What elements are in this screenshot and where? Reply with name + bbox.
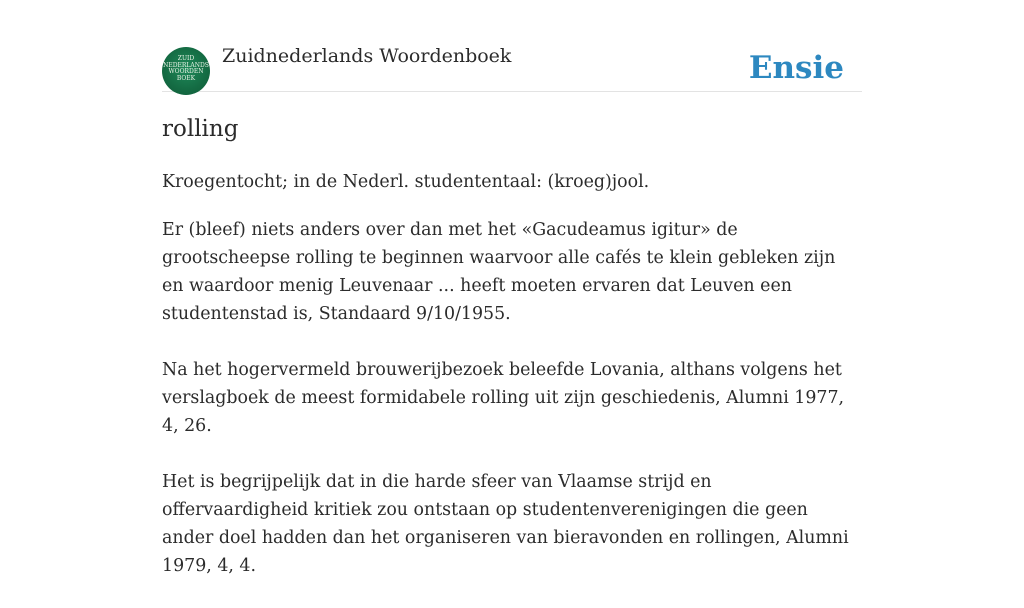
entry-quote: Er (bleef) niets anders over dan met het «Gacudeamus igitur» de grootscheepse rolling te beginnen waarvoor alle cafés te klein gebleken zijn en waardoor menig Leuvenaar ... heeft moeten ervaren dat Leuven een studentenstad is, Standaard 9/10/1955. <box>162 220 836 324</box>
site-name[interactable]: Zuidnederlands Woordenboek <box>222 45 512 67</box>
entry-quote: Het is begrijpelijk dat in die harde sfeer van Vlaamse strijd en offervaardigheid kritiek zou ontstaan op studentenverenigingen die geen ander doel hadden dan het organiseren van bieravonden en rollingen, Alumni 1979, 4, 4. <box>162 472 849 576</box>
entry-title: rolling <box>162 116 239 142</box>
entry-definition: Kroegentocht; in de Nederl. studententaal: (kroeg)jool. <box>162 172 650 192</box>
logo-text: ZUID NEDERLANDS WOORDEN BOEK <box>163 55 209 82</box>
site-header <box>162 0 862 92</box>
page-container <box>162 0 862 576</box>
entry-content <box>162 168 862 608</box>
dictionary-logo[interactable] <box>162 47 210 95</box>
ensie-brand-link[interactable]: Ensie <box>748 50 844 86</box>
entry-quote: Na het hogervermeld brouwerijbezoek beleefde Lovania, althans volgens het verslagboek de meest formidabele rolling uit zijn geschiedenis, Alumni 1977, 4, 26. <box>162 360 845 436</box>
